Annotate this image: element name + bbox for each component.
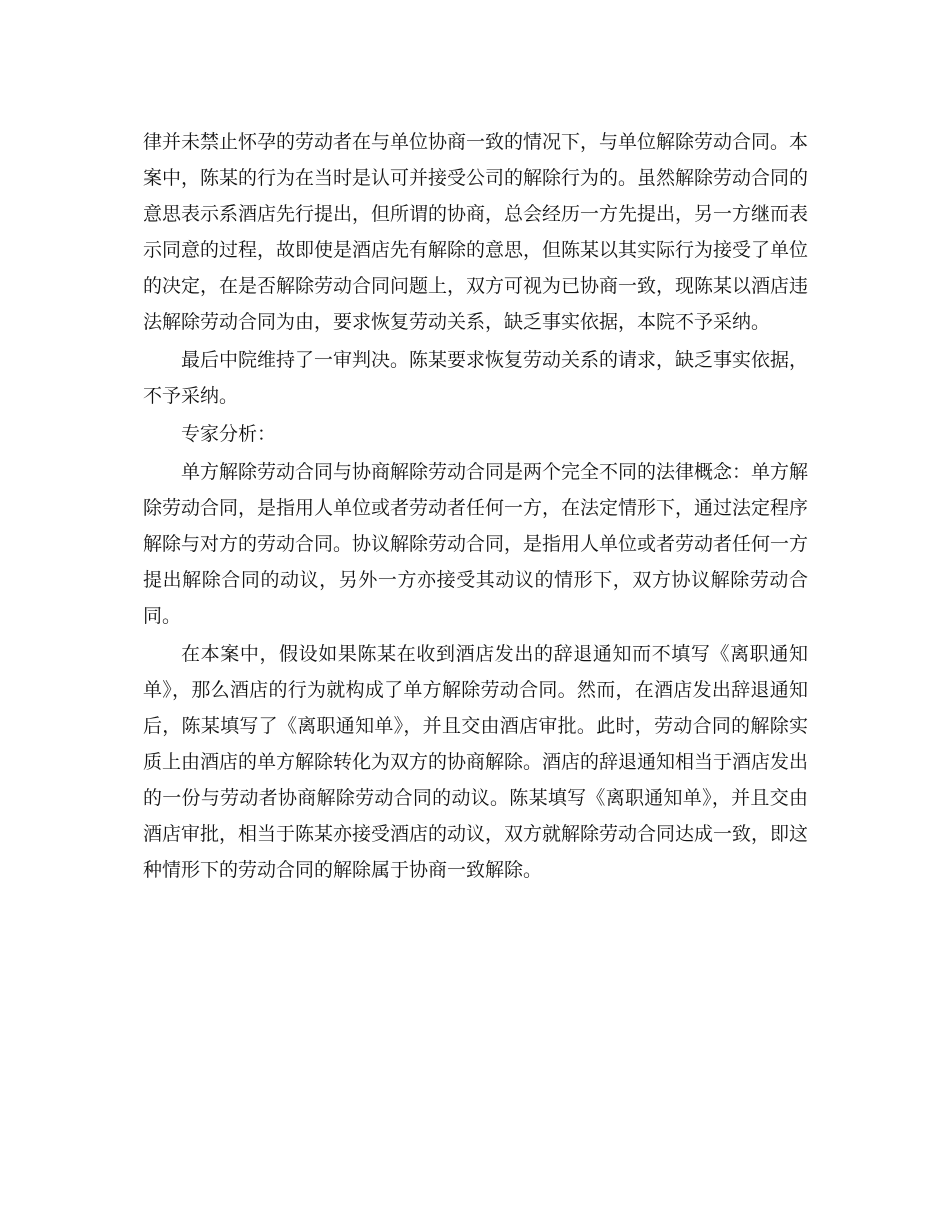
paragraph-court-reasoning: 律并未禁止怀孕的劳动者在与单位协商一致的情况下，与单位解除劳动合同。本案中，陈某的行为在当时是认可并接受公司的解除行为的。虽然解除劳动合同的意思表示系酒店先行提出，但所谓的协商，总会经历一方先提出，另一方继而表示同意的过程，故即使是酒店先有解除的意思，但陈某以其实际行为接受了单位的决定，在是否解除劳动合同问题上，双方可视为已协商一致，现陈某以酒店违法解除劳动合同为由，要求恢复劳动关系，缺乏事实依据，本院不予采纳。: [143, 131, 809, 333]
document-body: [143, 124, 808, 888]
paragraph-case-analysis: 在本案中，假设如果陈某在收到酒店发出的辞退通知而不填写《离职通知单》，那么酒店的行为就构成了单方解除劳动合同。然而，在酒店发出辞退通知后，陈某填写了《离职通知单》，并且交由酒店审批。此时，劳动合同的解除实质上由酒店的单方解除转化为双方的协商解除。酒店的辞退通知相当于酒店发出的一份与劳动者协商解除劳动合同的动议。陈某填写《离职通知单》，并且交由酒店审批，相当于陈某亦接受酒店的动议，双方就解除劳动合同达成一致，即这种情形下的劳动合同的解除属于协商一致解除。: [143, 643, 809, 881]
section-heading-expert-analysis: 专家分析：: [181, 423, 277, 445]
paragraph-legal-concepts: 单方解除劳动合同与协商解除劳动合同是两个完全不同的法律概念：单方解除劳动合同，是指用人单位或者劳动者任何一方，在法定情形下，通过法定程序解除与对方的劳动合同。协议解除劳动合同，是指用人单位或者劳动者任何一方提出解除合同的动议，另外一方亦接受其动议的情形下，双方协议解除劳动合同。: [143, 461, 809, 627]
paragraph-appeal-result: 最后中院维持了一审判决。陈某要求恢复劳动关系的请求，缺乏事实依据，不予采纳。: [143, 349, 809, 407]
